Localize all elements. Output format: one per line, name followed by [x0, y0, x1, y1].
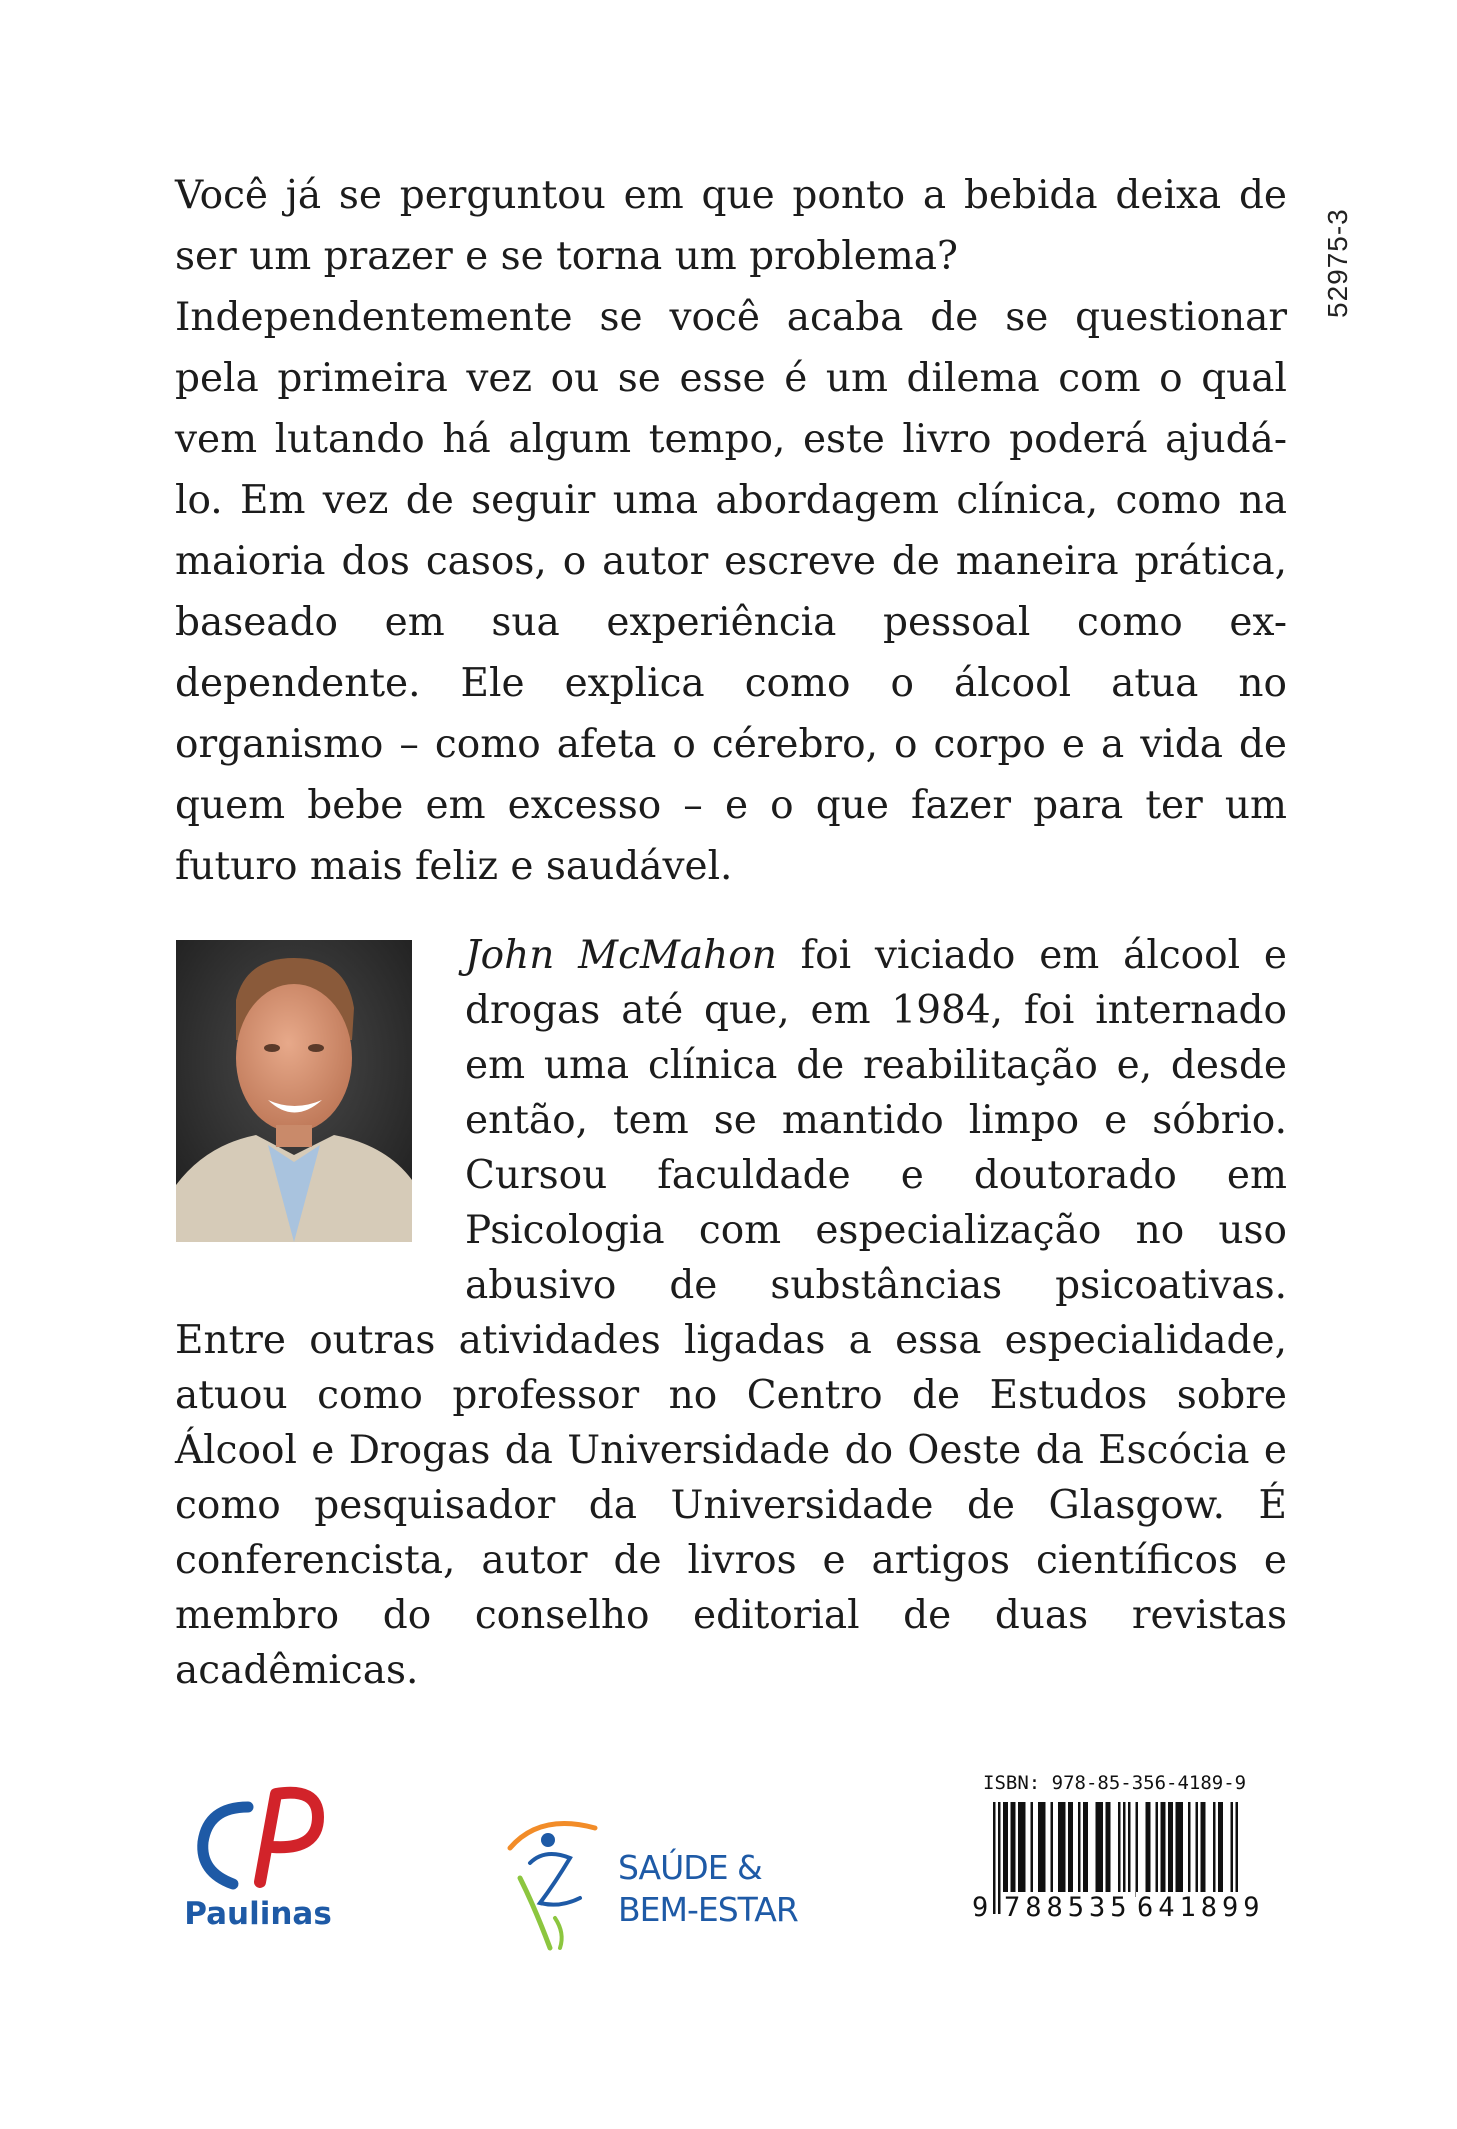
isbn-barcode	[972, 1772, 1281, 1952]
blurb-description: Independentemente se você acaba de se questionar pela primeira vez ou se esse é um dilema com o qual vem lutando há algum tempo, este livro poderá ajudá-lo. Em vez de seguir uma abordagem clínica, como na maioria dos casos, o autor escreve de maneira prática, baseado em sua experiência pessoal como ex-dependente. Ele explica como o álcool atua no organismo – como afeta o cérebro, o corpo e a vida de quem bebe em excesso – e o que fazer para ter um futuro mais feliz e saudável.	[175, 295, 1287, 889]
author-name: John McMahon	[465, 933, 777, 978]
paulinas-logo-mark	[178, 1772, 338, 1897]
blurb-question: Você já se perguntou em que ponto a bebida deixa de ser um prazer e se torna um problema?	[175, 173, 1287, 279]
ean-group-right: 641899	[1137, 1892, 1265, 1923]
ean-group-left: 788535	[1004, 1892, 1132, 1923]
isbn-label: ISBN: 978-85-356-4189-9	[983, 1772, 1247, 1794]
author-bio	[175, 928, 1287, 1698]
back-cover-blurb	[175, 165, 1287, 897]
author-bio-text: foi viciado em álcool e drogas até que, em 1984, foi internado em uma clínica de reabilitação e, desde então, tem se mantido limpo e sóbrio. Cursou faculdade e doutorado em Psicologia com especialização no uso abusivo de substâncias psicoativas. Entre outras atividades ligadas a essa especialidade, atuou como professor no Centro de Estudos sobre Álcool e Drogas da Universidade do Oeste da Escócia e como pesquisador da Universidade de Glasgow. É conferencista, autor de livros e artigos científicos e membro do conselho editorial de duas revistas acadêmicas.	[175, 933, 1287, 1693]
ean-lead-digit: 9	[972, 1892, 989, 1923]
photo-spacer	[175, 928, 465, 1278]
saude-bem-estar-logo	[500, 1808, 820, 1958]
paulinas-logo-text: Paulinas	[184, 1896, 332, 1932]
figure-swoosh-icon	[500, 1808, 620, 1958]
paulinas-logo	[178, 1772, 338, 1942]
saude-logo-line2: BEM-ESTAR	[618, 1890, 798, 1929]
saude-logo-line1: SAÚDE &	[618, 1848, 762, 1887]
catalog-code: 52975-3	[1322, 208, 1353, 318]
